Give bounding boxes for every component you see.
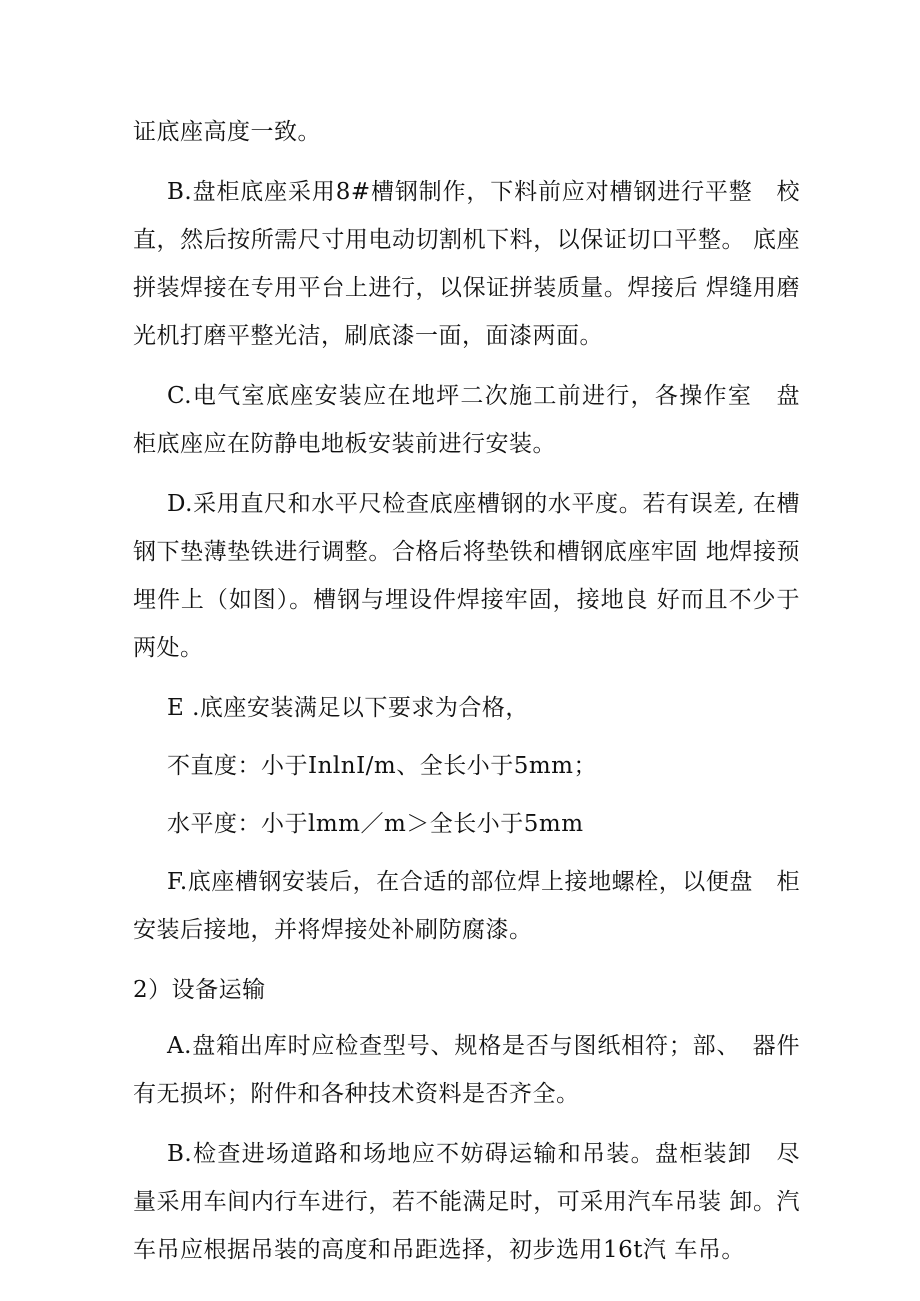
criteria-levelness: 水平度：小于lmm／m＞全长小于5mm	[167, 811, 584, 837]
paragraph-continuation: 证底座高度一致。	[133, 119, 321, 145]
paragraph-c-base-installation-timing: C.电气室底座安装应在地坪二次施工前进行，各操作室 盘柜底座应在防静电地板安装前进行安装。	[133, 383, 800, 457]
paragraph-a-outbound-inspection: A.盘箱出库时应检查型号、规格是否与图纸相符；部、 器件有无损坏；附件和各种技术资料是否齐全。	[133, 1033, 800, 1107]
section-heading-equipment-transport: 2）设备运输	[133, 977, 266, 1003]
paragraph-b-base-fabrication: B.盘柜底座采用8#槽钢制作，下料前应对槽钢进行平整 校直，然后按所需尺寸用电动切割机下料，以保证切口平整。 底座拼装焊接在专用平台上进行，以保证拼装质量。焊接后 焊缝用磨光机打磨平整光洁，刷底漆一面，面漆两面。	[133, 179, 800, 349]
paragraph-e-acceptance-criteria: E .底座安装满足以下要求为合格，	[167, 695, 529, 721]
paragraph-b-route-and-lifting: B.检查进场道路和场地应不妨碍运输和吊装。盘柜装卸 尽量采用车间内行车进行，若不能满足时，可采用汽车吊装 卸。汽车吊应根据吊装的高度和吊距选择，初步选用16t汽 车吊。	[133, 1141, 800, 1263]
criteria-straightness: 不直度：小于InlnI/m、全长小于5mm；	[167, 753, 597, 779]
paragraph-f-grounding-bolt: F.底座槽钢安装后，在合适的部位焊上接地螺栓，以便盘 柜安装后接地，并将焊接处补刷防腐漆。	[133, 869, 800, 943]
paragraph-d-levelness-check: D.采用直尺和水平尺检查底座槽钢的水平度。若有误差, 在槽钢下垫薄垫铁进行调整。合格后将垫铁和槽钢底座牢固 地焊接预埋件上（如图）。槽钢与埋设件焊接牢固，接地良 好而且不少于两处。	[133, 491, 800, 661]
